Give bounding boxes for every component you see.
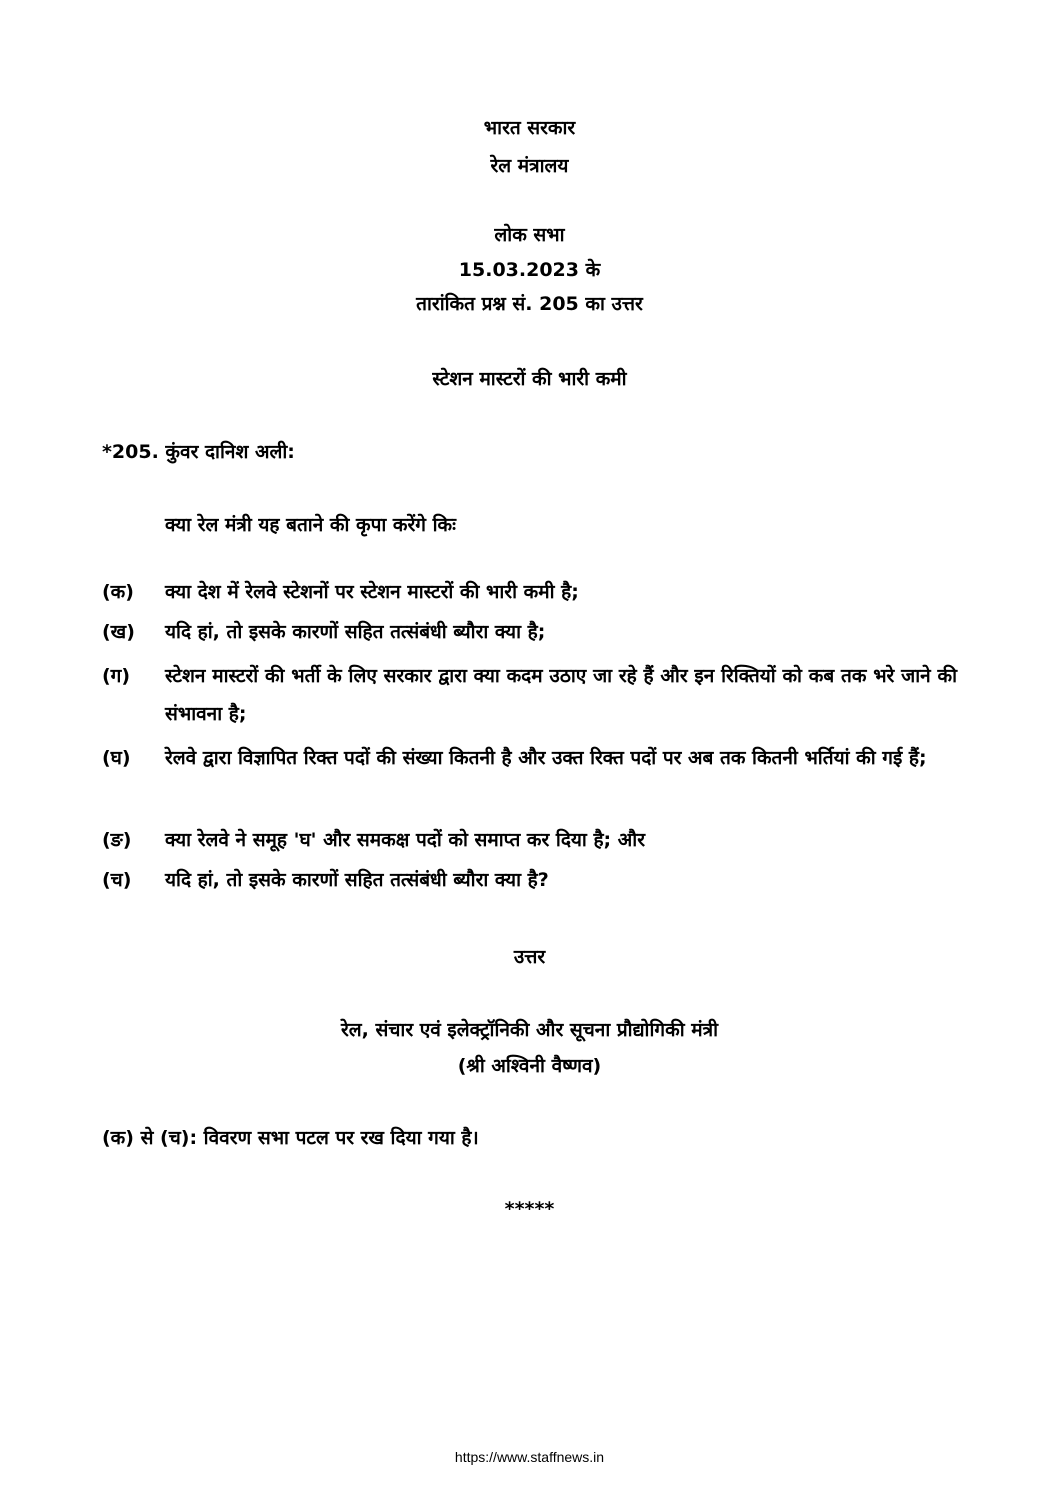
part-label: (ग) xyxy=(102,665,131,687)
question-number-line: तारांकित प्रश्न सं. 205 का उत्तर xyxy=(416,293,643,315)
date-line: 15.03.2023 के xyxy=(458,259,601,281)
part-label: (क) xyxy=(102,581,134,603)
member-line: *205. कुंवर दानिश अली: xyxy=(102,441,295,463)
subject-title: स्टेशन मास्टरों की भारी कमी xyxy=(432,368,627,390)
part-text: रेलवे द्वारा विज्ञापित रिक्त पदों की संख्या कितनी है और उक्त रिक्त पदों पर अब तक कितनी भर्तियां की गई हैं; xyxy=(165,747,927,769)
footer-url: https://www.staffnews.in xyxy=(454,1449,605,1465)
minister-name: (श्री अश्विनी वैष्णव) xyxy=(457,1055,602,1077)
house-heading: लोक सभा xyxy=(494,224,565,246)
question-intro: क्या रेल मंत्री यह बताने की कृपा करेंगे किः xyxy=(165,514,456,536)
part-label: (ख) xyxy=(102,621,135,643)
part-text: यदि हां, तो इसके कारणों सहित तत्संबंधी ब्यौरा क्या है? xyxy=(165,869,549,891)
part-text: क्या रेलवे ने समूह 'घ' और समकक्ष पदों को समाप्त कर दिया है; और xyxy=(165,829,645,851)
minister-title: रेल, संचार एवं इलेक्ट्रॉनिकी और सूचना प्रौद्योगिकी मंत्री xyxy=(341,1019,718,1041)
reply-statement: (क) से (च): विवरण सभा पटल पर रख दिया गया है। xyxy=(102,1127,479,1149)
part-label: (घ) xyxy=(102,747,131,769)
part-label: (ङ) xyxy=(102,829,132,851)
answer-heading: उत्तर xyxy=(513,946,546,968)
ministry-heading: रेल मंत्रालय xyxy=(490,155,569,177)
government-heading: भारत सरकार xyxy=(483,117,576,139)
part-text: क्या देश में रेलवे स्टेशनों पर स्टेशन मास्टरों की भारी कमी है; xyxy=(165,581,579,603)
part-text: स्टेशन मास्टरों की भर्ती के लिए सरकार द्वारा क्या कदम उठाए जा रहे हैं और इन रिक्तियों को कब तक भरे जाने की संभावना है; xyxy=(165,665,957,725)
part-label: (च) xyxy=(102,869,132,891)
end-marker: ***** xyxy=(504,1198,555,1220)
part-text: यदि हां, तो इसके कारणों सहित तत्संबंधी ब्यौरा क्या है; xyxy=(165,621,546,643)
